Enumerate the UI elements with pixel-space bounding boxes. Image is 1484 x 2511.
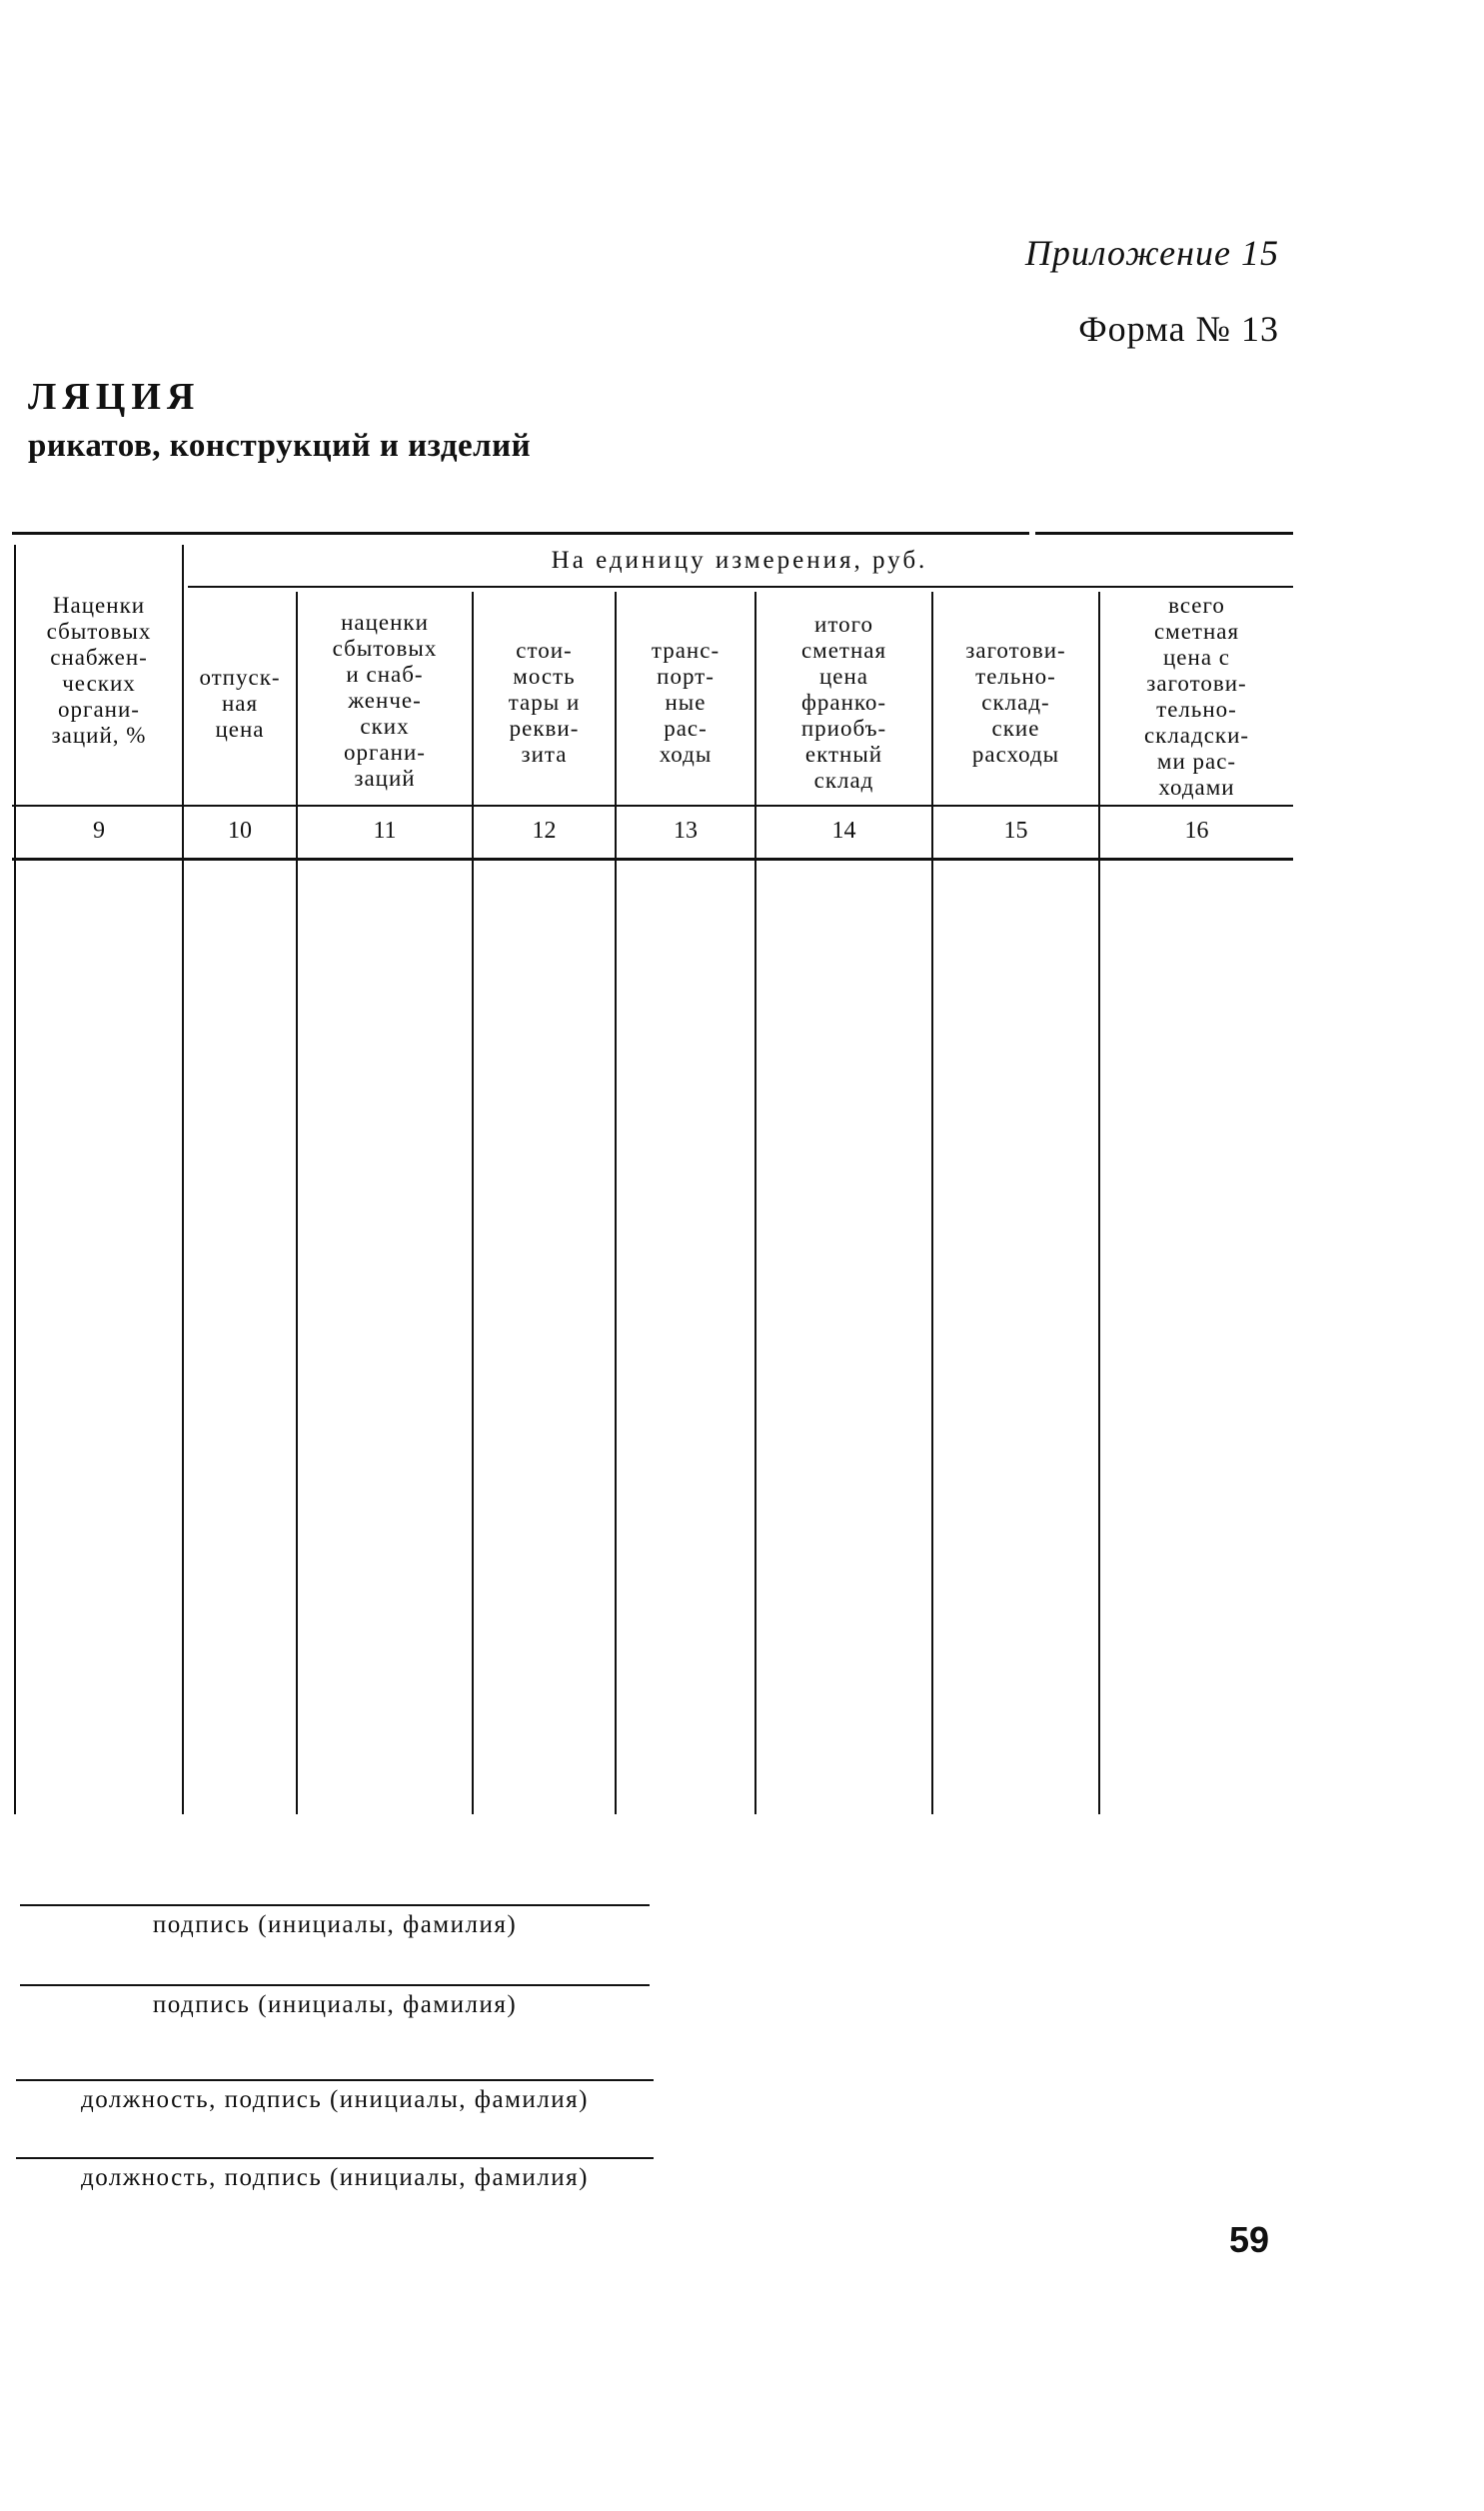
- col-number-11: 11: [373, 818, 397, 844]
- appendix-label: Приложение 15: [1024, 233, 1279, 273]
- col-header-16: всего сметная цена с заготови- тельно- складски- ми рас- ходами: [1143, 593, 1250, 800]
- signature-caption: подпись (инициалы, фамилия): [152, 1991, 518, 2018]
- number-row-rule: [12, 858, 1293, 861]
- col-number-16: 16: [1184, 818, 1209, 844]
- col-header-13: транс- порт- ные рас- ходы: [651, 638, 721, 767]
- col-header-10: отпуск- ная цена: [199, 665, 281, 742]
- col-divider-11-12: [472, 592, 474, 1814]
- col-number-13: 13: [674, 818, 698, 844]
- signature-caption: должность, подпись (инициалы, фамилия): [81, 2086, 589, 2113]
- col-divider-12-13: [615, 592, 617, 1814]
- col-number-9: 9: [93, 818, 105, 844]
- table-top-rule-right: [1035, 532, 1293, 535]
- col-header-11: наценки сбытовых и снаб- женче- ских органи- заций: [332, 610, 438, 791]
- signature-caption: должность, подпись (инициалы, фамилия): [81, 2164, 589, 2191]
- signature-line[interactable]: [20, 1984, 650, 1986]
- col-number-10: 10: [228, 818, 252, 844]
- col-header-14: итого сметная цена франко- приобъ- ектный склад: [800, 612, 887, 793]
- table-top-rule: [12, 532, 1029, 535]
- group-header: На единицу измерения, руб.: [551, 547, 928, 574]
- document-title: ЛЯЦИЯ: [28, 376, 201, 418]
- col-header-15: заготови- тельно- склад- ские расходы: [965, 638, 1066, 767]
- col-header-9: Наценки сбытовых снабжен- ческих органи- заций, %: [46, 593, 152, 748]
- header-bottom-rule: [12, 805, 1293, 807]
- page-number: 59: [1229, 2219, 1270, 2260]
- signature-line[interactable]: [20, 1904, 650, 1906]
- group-header-rule: [188, 586, 1293, 588]
- col-header-12: стои- мость тары и рекви- зита: [508, 638, 581, 767]
- col-divider-14-15: [931, 592, 933, 1814]
- col-number-15: 15: [1003, 818, 1028, 844]
- signature-line[interactable]: [16, 2157, 654, 2159]
- col-number-12: 12: [532, 818, 557, 844]
- signature-line[interactable]: [16, 2079, 654, 2081]
- document-subtitle: рикатов, конструкций и изделий: [28, 428, 532, 464]
- form-number: Форма № 13: [1078, 309, 1279, 349]
- col-number-14: 14: [831, 818, 856, 844]
- signature-caption: подпись (инициалы, фамилия): [152, 1911, 518, 1938]
